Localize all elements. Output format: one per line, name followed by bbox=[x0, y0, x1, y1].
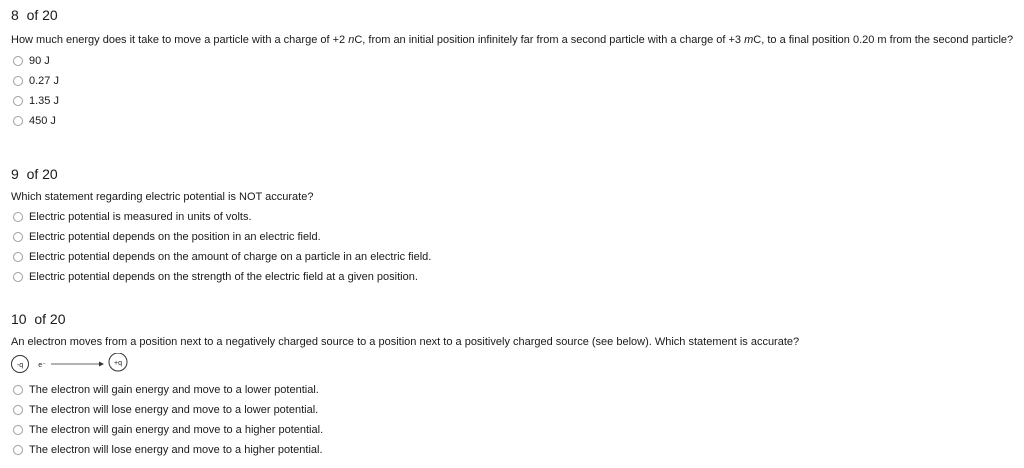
answer-option[interactable]: 1.35 J bbox=[11, 91, 1018, 111]
answer-options bbox=[11, 380, 1018, 460]
answer-option[interactable]: Electric potential depends on the strength of the electric field at a given position. bbox=[11, 267, 1018, 287]
radio-button[interactable] bbox=[13, 272, 23, 282]
electron-label: e⁻ bbox=[38, 362, 46, 369]
question-8 bbox=[11, 6, 1018, 131]
radio-button[interactable] bbox=[13, 405, 23, 415]
radio-button[interactable] bbox=[13, 385, 23, 395]
radio-button[interactable] bbox=[13, 56, 23, 66]
radio-button[interactable] bbox=[13, 445, 23, 455]
answer-option[interactable]: Electric potential is measured in units of volts. bbox=[11, 207, 1018, 227]
answer-option[interactable]: 450 J bbox=[11, 111, 1018, 131]
question-number: 9 of 20 bbox=[11, 166, 58, 182]
radio-button[interactable] bbox=[13, 212, 23, 222]
radio-button[interactable] bbox=[13, 232, 23, 242]
charge-diagram bbox=[11, 353, 1018, 375]
answer-option[interactable]: The electron will lose energy and move to a higher potential. bbox=[11, 440, 1018, 460]
answer-option[interactable]: Electric potential depends on the position in an electric field. bbox=[11, 227, 1018, 247]
question-text: Which statement regarding electric potential is NOT accurate? bbox=[11, 191, 314, 203]
answer-option[interactable]: The electron will gain energy and move to a higher potential. bbox=[11, 420, 1018, 440]
negative-charge-label: -q bbox=[16, 362, 24, 369]
radio-button[interactable] bbox=[13, 76, 23, 86]
question-9 bbox=[11, 165, 1018, 287]
answer-option[interactable]: The electron will lose energy and move to a lower potential. bbox=[11, 400, 1018, 420]
radio-button[interactable] bbox=[13, 252, 23, 262]
question-number: 8 of 20 bbox=[11, 7, 58, 23]
radio-button[interactable] bbox=[13, 96, 23, 106]
answer-option[interactable]: 0.27 J bbox=[11, 71, 1018, 91]
answer-option[interactable]: 90 J bbox=[11, 51, 1018, 71]
answer-option[interactable]: Electric potential depends on the amount of charge on a particle in an electric field. bbox=[11, 247, 1018, 267]
radio-button[interactable] bbox=[13, 425, 23, 435]
charge-diagram-svg bbox=[11, 353, 151, 375]
motion-arrow-head bbox=[99, 362, 104, 367]
radio-button[interactable] bbox=[13, 116, 23, 126]
answer-options bbox=[11, 207, 1018, 287]
question-number: 10 of 20 bbox=[11, 311, 66, 327]
answer-options bbox=[11, 51, 1018, 131]
question-10 bbox=[11, 310, 1018, 460]
positive-charge-label: +q bbox=[114, 360, 122, 367]
question-text: How much energy does it take to move a particle with a charge of +2 nC, from an initial position infinitely far from a second particle with a charge of +3 mC, to a final position 0.20 m from the second particle? bbox=[11, 34, 1014, 46]
question-text: An electron moves from a position next to a negatively charged source to a position next to a positively charged source (see below). Which statement is accurate? bbox=[11, 336, 800, 348]
answer-option[interactable]: The electron will gain energy and move to a lower potential. bbox=[11, 380, 1018, 400]
